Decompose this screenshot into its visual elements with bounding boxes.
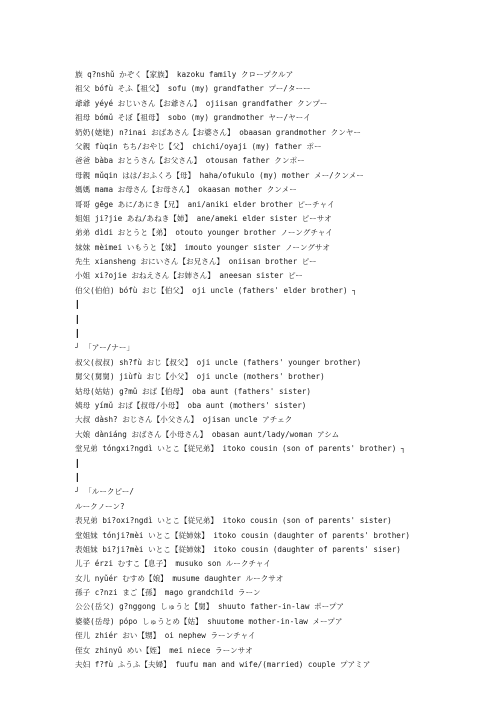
- list-line: ┃: [75, 300, 80, 310]
- list-line: ┃: [75, 458, 80, 468]
- list-line: 母親 mǔqin はは/おふくろ【母】 haha/ofukulo (my) mother メー/クンメー: [75, 170, 364, 180]
- list-line: 叔父(叔叔) sh?fù おじ【叔父】 oji uncle (fathers' younger brother): [75, 357, 362, 367]
- list-line: 表姐妹 bi?ji?mèi いとこ【従姉妹】 itoko cousin (daughter of parents' siser): [75, 544, 401, 554]
- list-line: 婆婆(岳母) pópo しゅうとめ【姑】 shuutome mother-in-law メープア: [75, 616, 343, 626]
- vocabulary-list: [75, 68, 485, 672]
- list-line: 族 q?nshǔ かぞく【家族】 kazoku family クロープクルア: [75, 70, 294, 79]
- list-line: 父親 fùqin ちち/おやじ【父】 chichi/oyaji (my) father ポー: [75, 141, 322, 151]
- list-line: ┘ 「アー/ナー」: [75, 343, 135, 353]
- list-line: 哥哥 gēge あに/あにき【兄】 ani/aniki elder brother ピーチャイ: [75, 199, 335, 209]
- list-line: 大娘 dàniáng おばさん【小母さん】 obasan aunt/lady/woman アシム: [75, 429, 340, 439]
- list-line: ┃: [75, 329, 80, 339]
- list-line: 姨母 yímǔ おば【叔母/小母】 oba aunt (mothers' sister): [75, 400, 307, 410]
- list-line: 女儿 nyǔér むすめ【娘】 musume daughter ルークサオ: [75, 573, 284, 583]
- list-line: 爺爺 yéyé おじいさん【お爺さん】 ojiisan grandfather クンプー: [75, 98, 328, 108]
- list-line: 姑母(姑姑) g?mǔ おば【伯母】 oba aunt (fathers' sister): [75, 386, 311, 396]
- list-line: ┃: [75, 472, 80, 482]
- list-line: 大叔 dàsh? おじさん【小父さん】 ojisan uncle アチェク: [75, 415, 293, 425]
- list-line: 爸爸 bàba おとうさん【お父さん】 otousan father クンポー: [75, 156, 305, 166]
- list-line: ルークノーン?: [75, 501, 125, 511]
- list-line: 堂姐妹 tónji?mèi いとこ【従姉妹】 itoko cousin (daughter of parents' brother): [75, 530, 410, 540]
- list-line: 侄儿 zhiér おい【甥】 oi nephew ラーンチャイ: [75, 631, 256, 641]
- list-line: 表兄弟 bi?oxi?ngdì いとこ【従兄弟】 itoko cousin (son of parents' sister): [75, 516, 392, 526]
- list-line: 妹妹 mèimei いもうと【妹】 imouto younger sister ノーングサオ: [75, 242, 330, 252]
- list-line: 孫子 c?nzi まご【孫】 mago grandchild ラーン: [75, 588, 261, 598]
- list-line: 姐姐 ji?jie あね/あねき【姉】 ane/ameki elder sister ピーサオ: [75, 213, 332, 223]
- list-line: 祖母 bómǔ そぼ【祖母】 sobo (my) grandmother ヤー/ヤーイ: [75, 113, 311, 123]
- list-line: 堂兄弟 tóngxi?ngdì いとこ【従兄弟】 itoko cousin (son of parents' brother) ┐: [75, 444, 406, 454]
- list-line: 媽媽 mama お母さん【お母さん】 okaasan mother クンメー: [75, 185, 297, 195]
- list-line: 舅父(舅舅) jiùfù おじ【小父】 oji uncle (mothers' brother): [75, 372, 325, 382]
- list-line: 伯父(伯伯) bófù おじ【伯父】 oji uncle (fathers' elder brother) ┐: [75, 285, 357, 295]
- list-line: 小姐 xi?ojie おねえさん【お姉さん】 aneesan sister ピー: [75, 271, 303, 281]
- list-line: 弟弟 dìdi おとうと【弟】 otouto younger brother ノーングチャイ: [75, 228, 333, 238]
- list-line: 夫妇 f?fù ふうふ【夫婦】 fuufu man and wife/(married) couple プアミア: [75, 660, 371, 670]
- list-line: 侄女 zhinyǔ めい【姪】 mei niece ラーンサオ: [75, 645, 253, 655]
- list-line: 先生 xiansheng おにいさん【お兄さん】 oniisan brother ピー: [75, 257, 317, 267]
- list-line: 儿子 érzi むすこ【息子】 musuko son ルークチャイ: [75, 559, 271, 569]
- list-line: 公公(岳父) g?nggong しゅうと【舅】 shuuto father-in-law ポープア: [75, 602, 344, 612]
- list-line: ┘ 「ルークピー/: [75, 487, 134, 497]
- list-line: 祖父 bófù そふ【祖父】 sofu (my) grandfather プー/ターー: [75, 84, 311, 94]
- list-line: ┃: [75, 314, 80, 324]
- list-line: 奶奶(姥姥) n?inai おばあさん【お婆さん】 obaasan grandmother クンヤー: [75, 127, 362, 137]
